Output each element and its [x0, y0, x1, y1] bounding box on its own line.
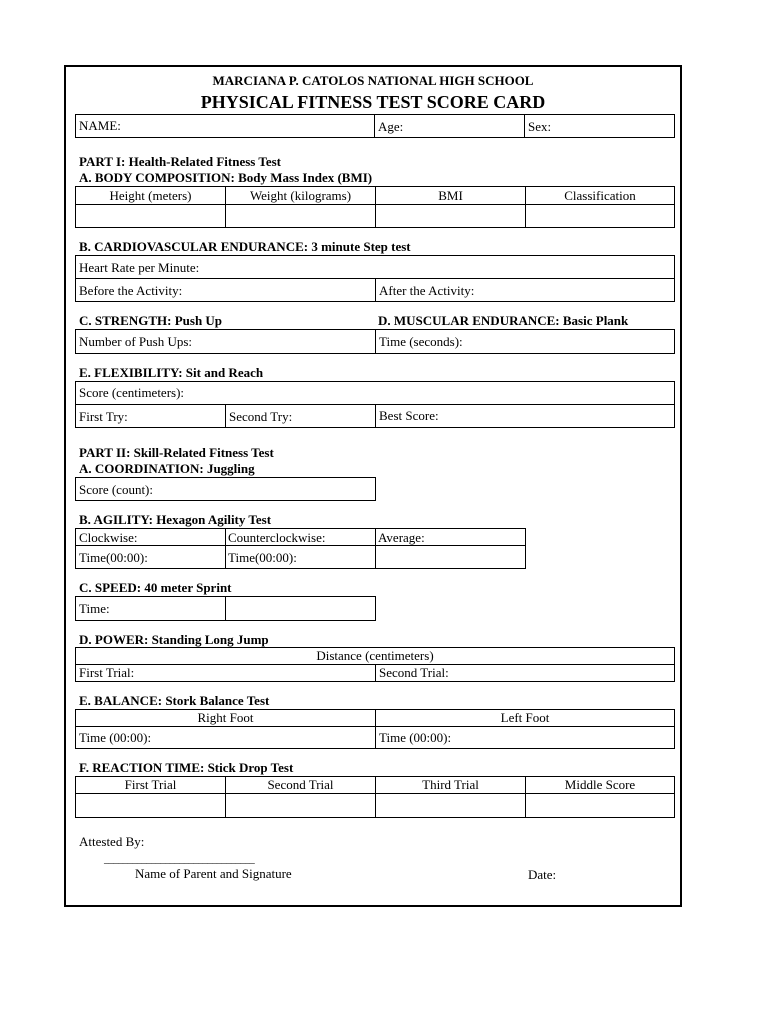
after-activity-field[interactable]: After the Activity:: [379, 283, 475, 298]
juggling-score-field[interactable]: Score (count):: [79, 482, 154, 497]
part1-title: PART I: Health-Related Fitness Test: [79, 154, 282, 169]
right-foot-time-field[interactable]: Time (00:00):: [79, 730, 152, 745]
school-name: MARCIANA P. CATOLOS NATIONAL HIGH SCHOOL: [212, 73, 534, 88]
sex-field[interactable]: Sex:: [528, 119, 552, 134]
part2-title: PART II: Skill-Related Fitness Test: [79, 445, 274, 460]
flexibility-table: [75, 381, 675, 428]
heart-rate-label: Heart Rate per Minute:: [79, 260, 200, 275]
first-trial-field[interactable]: First Trial:: [79, 665, 135, 680]
sprint-time-input[interactable]: [226, 597, 375, 620]
plank-time-field[interactable]: Time (seconds):: [379, 334, 463, 349]
push-ups-field[interactable]: Number of Push Ups:: [79, 334, 193, 349]
height-input[interactable]: [76, 206, 225, 227]
average-label: Average:: [378, 530, 425, 545]
page-title: PHYSICAL FITNESS TEST SCORE CARD: [200, 92, 546, 112]
coordination-table: [75, 477, 376, 501]
bmi-col-classification: Classification: [564, 188, 636, 203]
muscular-heading: D. MUSCULAR ENDURANCE: Basic Plank: [378, 313, 629, 328]
first-try-field[interactable]: First Try:: [79, 409, 128, 424]
weight-input[interactable]: [226, 206, 375, 227]
attested-by-label: Attested By:: [79, 834, 145, 849]
cardio-table: [75, 255, 675, 302]
flexibility-heading: E. FLEXIBILITY: Sit and Reach: [79, 365, 264, 380]
average-input[interactable]: [376, 547, 525, 568]
reaction-middle-input[interactable]: [526, 795, 674, 817]
reaction-table: [75, 776, 675, 818]
left-foot-time-field[interactable]: Time (00:00):: [379, 730, 452, 745]
bmi-col-bmi: BMI: [438, 188, 463, 203]
name-field[interactable]: NAME:: [79, 118, 121, 133]
reaction-first-input[interactable]: [76, 795, 225, 817]
balance-table: [75, 709, 675, 749]
reaction-col-first: First Trial: [124, 777, 177, 792]
clockwise-label: Clockwise:: [79, 530, 138, 545]
right-foot-label: Right Foot: [197, 710, 254, 725]
reaction-col-third: Third Trial: [422, 777, 479, 792]
info-row: [75, 114, 675, 138]
bmi-col-height: Height (meters): [109, 188, 192, 203]
strength-heading: C. STRENGTH: Push Up: [79, 313, 223, 328]
sprint-time-label: Time:: [79, 601, 110, 616]
classification-input[interactable]: [526, 206, 674, 227]
counterclockwise-time-field[interactable]: Time(00:00):: [228, 550, 297, 565]
strength-table: [75, 329, 675, 354]
bmi-col-weight: Weight (kilograms): [249, 188, 352, 203]
bmi-table: [75, 186, 675, 228]
coordination-heading: A. COORDINATION: Juggling: [79, 461, 255, 476]
second-trial-field[interactable]: Second Trial:: [379, 665, 449, 680]
agility-table: [75, 528, 526, 569]
score-cm-label: Score (centimeters):: [79, 385, 185, 400]
speed-heading: C. SPEED: 40 meter Sprint: [79, 580, 232, 595]
clockwise-time-field[interactable]: Time(00:00):: [79, 550, 148, 565]
speed-table: [75, 596, 376, 621]
balance-heading: E. BALANCE: Stork Balance Test: [79, 693, 270, 708]
signature-line[interactable]: ________________________________: [104, 854, 255, 865]
reaction-col-middle: Middle Score: [564, 777, 636, 792]
reaction-second-input[interactable]: [226, 795, 375, 817]
parent-signature-label: Name of Parent and Signature: [135, 866, 292, 881]
agility-heading: B. AGILITY: Hexagon Agility Test: [79, 512, 272, 527]
date-label: Date:: [528, 867, 557, 882]
reaction-heading: F. REACTION TIME: Stick Drop Test: [79, 760, 294, 775]
distance-label: Distance (centimeters): [316, 648, 434, 663]
best-score-field[interactable]: Best Score:: [379, 408, 439, 423]
before-activity-field[interactable]: Before the Activity:: [79, 283, 183, 298]
bmi-input[interactable]: [376, 206, 525, 227]
second-try-field[interactable]: Second Try:: [229, 409, 293, 424]
age-field[interactable]: Age:: [378, 119, 404, 134]
reaction-col-second: Second Trial: [267, 777, 334, 792]
left-foot-label: Left Foot: [500, 710, 550, 725]
reaction-third-input[interactable]: [376, 795, 525, 817]
body-comp-heading: A. BODY COMPOSITION: Body Mass Index (BMI): [79, 170, 373, 185]
cardio-heading: B. CARDIOVASCULAR ENDURANCE: 3 minute Step test: [79, 239, 411, 254]
power-table: [75, 647, 675, 682]
counterclockwise-label: Counterclockwise:: [228, 530, 326, 545]
power-heading: D. POWER: Standing Long Jump: [79, 632, 269, 647]
